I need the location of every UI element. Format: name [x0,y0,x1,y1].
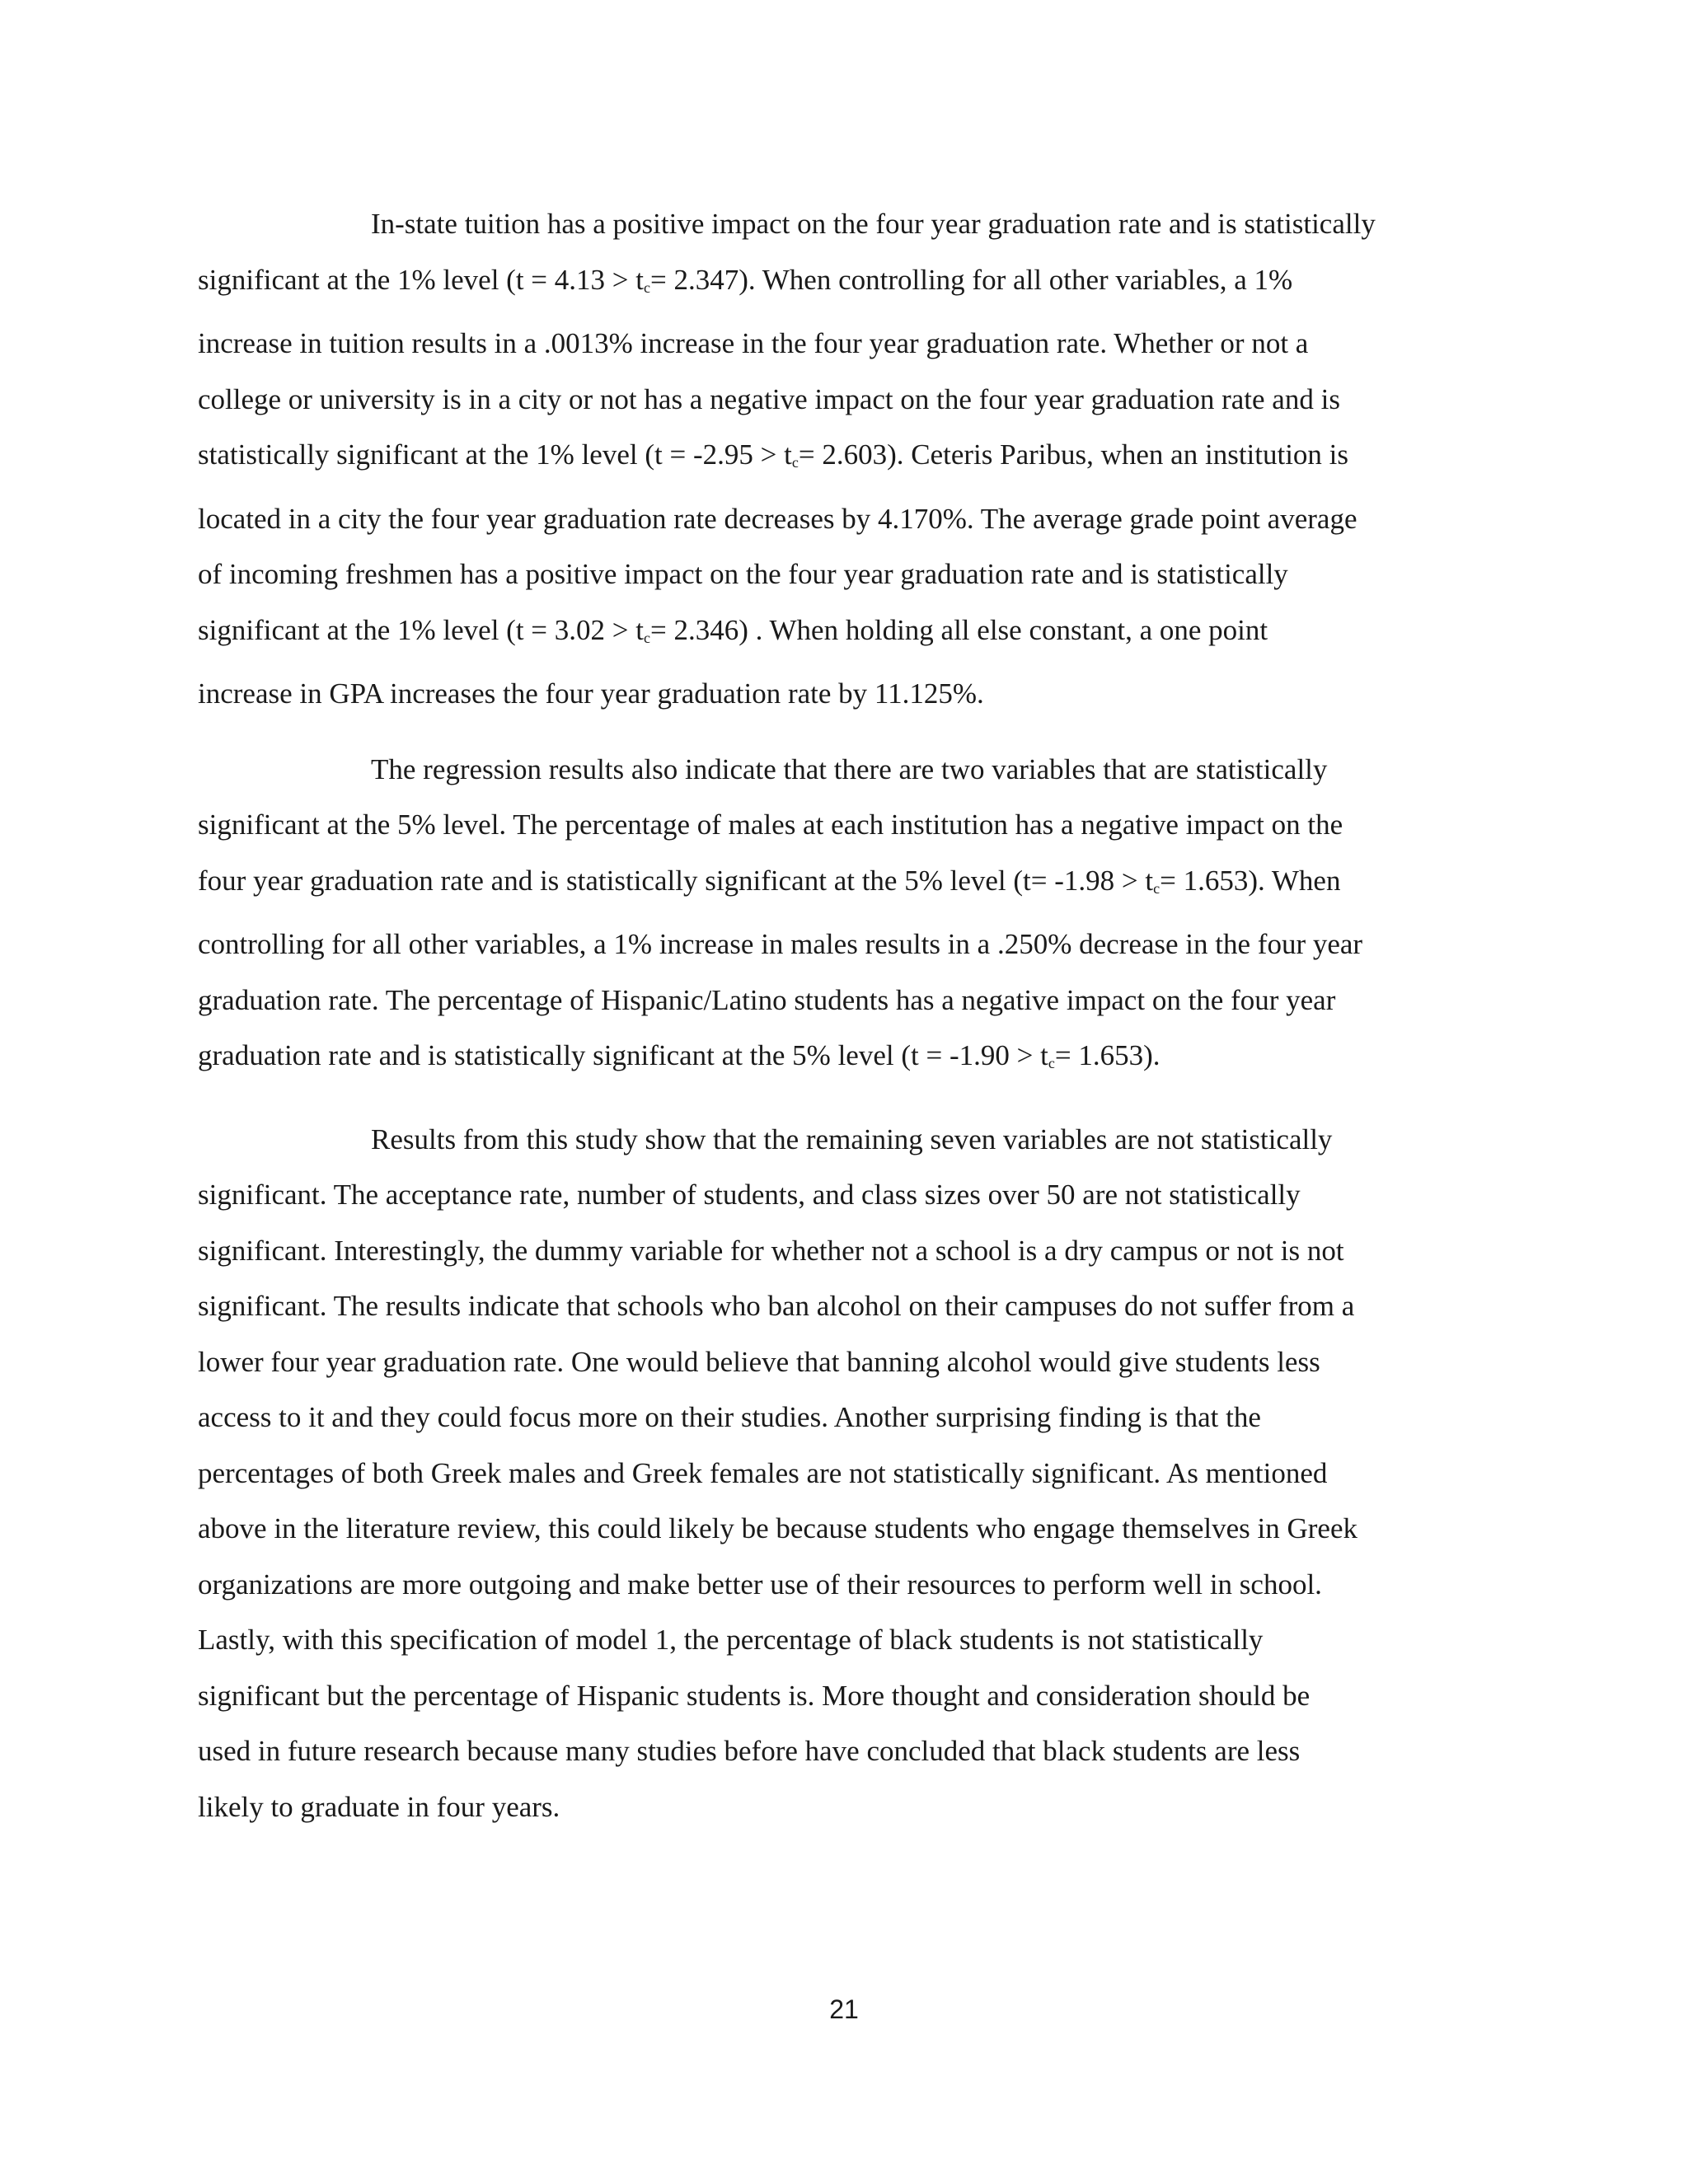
text-line: significant. The acceptance rate, number of students, and class sizes over 50 are not statistically [198,1179,1301,1211]
text-line: statistically significant at the 1% level $(t = -2.95 > t_c= 2.603)$. Ceteris Paribus, when an institution is [198,438,1349,471]
text-line: likely to graduate in four years. [198,1790,560,1823]
text-line: increase in GPA increases the four year graduation rate by 11.125%. [198,677,984,710]
text-line: graduation rate. The percentage of Hispanic/Latino students has a negative impact on the four year [198,983,1336,1016]
subscript: c [1048,1055,1055,1071]
body-text [198,196,1496,1835]
text-line: significant at the 5% level. The percentage of males at each institution has a negative impact on the [198,808,1343,841]
text-line: significant at the 1% level $(t = 3.02 > t_c= 2.346)$ . When holding all else constant, a one point [198,613,1268,646]
text-line: above in the literature review, this could likely be because students who engage themselves in Greek [198,1512,1357,1544]
text-line: increase in tuition results in a .0013% increase in the four year graduation rate. Whether or not a [198,327,1309,359]
subscript: c [791,454,799,471]
paragraph-insignificant-results [198,1112,1496,1835]
text-line: significant. The results indicate that schools who ban alcohol on their campuses do not suffer from a [198,1290,1355,1322]
text-line: The regression results also indicate that there are two variables that are statistically [371,752,1328,785]
text-line: Lastly, with this specification of model 1, the percentage of black students is not statistically [198,1624,1264,1656]
paragraph-tuition-results [198,196,1496,722]
text-line: controlling for all other variables, a 1% increase in males results in a .250% decrease in the four year [198,928,1363,960]
text-line: organizations are more outgoing and make better use of their resources to perform well in school. [198,1568,1322,1601]
text-line: of incoming freshmen has a positive impact on the four year graduation rate and is statistically [198,558,1288,590]
text-line: significant. Interestingly, the dummy variable for whether not a school is a dry campus or not is not [198,1234,1344,1267]
subscript: c [644,279,651,296]
text-line: access to it and they could focus more on their studies. Another surprising finding is that the [198,1401,1261,1433]
text-line: graduation rate and is statistically significant at the 5% level $(t = -1.90 > t_c= 1.653)$. [198,1039,1160,1071]
text-line: located in a city the four year graduation rate decreases by 4.170%. The average grade point average [198,502,1357,535]
text-line: significant at the 1% level $(t = 4.13 > t_c= 2.347)$. When controlling for all other variables, a 1% [198,263,1293,296]
text-line: percentages of both Greek males and Greek females are not statistically significant. As mentioned [198,1456,1328,1489]
text-line: significant but the percentage of Hispanic students is. More thought and consideration should be [198,1679,1311,1712]
text-line: Results from this study show that the remaining seven variables are not statistically [371,1122,1333,1155]
text-line: college or university is in a city or not has a negative impact on the four year graduation rate and is [198,382,1340,415]
paragraph-five-percent-results [198,742,1496,1092]
text-line: four year graduation rate and is statistically significant at the 5% level $(t= -1.98 > t_c= 1.653)$. When [198,864,1341,897]
text-line: In-state tuition has a positive impact on the four year graduation rate and is statistically [371,208,1376,240]
text-line: lower four year graduation rate. One would believe that banning alcohol would give students less [198,1345,1320,1378]
page-number: 21 [829,1994,859,2024]
text-line: used in future research because many studies before have concluded that black students are less [198,1735,1301,1767]
subscript: c [644,629,651,646]
subscript: c [1153,879,1160,897]
